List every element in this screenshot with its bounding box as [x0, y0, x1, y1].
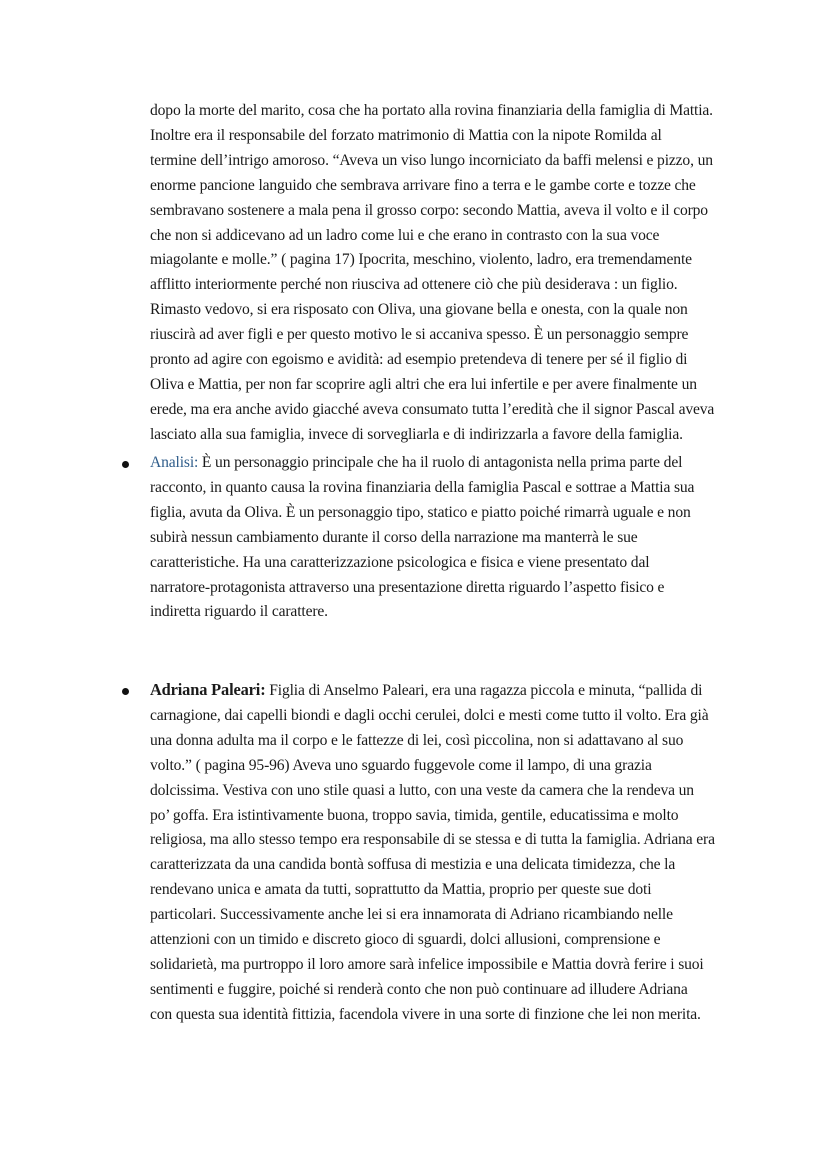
text-line: Rimasto vedovo, si era risposato con Oliva, una giovane bella e onesta, con la quale non — [150, 301, 688, 319]
adriana-heading: Adriana Paleari: — [150, 680, 266, 699]
analisi-first-line-text: È un personaggio principale che ha il ruolo di antagonista nella prima parte del — [198, 454, 683, 471]
adriana-paragraph — [150, 678, 740, 1028]
bullet-icon — [122, 688, 129, 695]
text-line: Inoltre era il responsabile del forzato matrimonio di Mattia con la nipote Romilda al — [150, 126, 662, 144]
text-line: caratteristiche. Ha una caratterizzazione psicologica e fisica e viene presentato dal — [150, 553, 650, 571]
text-line: sentimenti e fuggire, poiché si renderà conto che non può continuare ad illudere Adriana — [150, 980, 688, 998]
text-line: termine dell’intrigo amoroso. “Aveva un viso lungo incorniciato da baffi melensi e pizzo, un — [150, 151, 713, 169]
text-line: figlia, avuta da Oliva. È un personaggio tipo, statico e piatto poiché rimarrà uguale e non — [150, 503, 691, 521]
text-line: attenzioni con un timido e discreto gioco di sguardi, dolci allusioni, comprensione e — [150, 931, 661, 949]
text-line: lasciato alla sua famiglia, invece di sorvegliarla e di indirizzarla a favore della famiglia. — [150, 425, 683, 443]
text-line: racconto, in quanto causa la rovina finanziaria della famiglia Pascal e sottrae a Mattia sua — [150, 478, 695, 496]
analisi-paragraph — [150, 451, 740, 625]
text-line: con questa sua identità fittizia, facendola vivere in una sorte di finzione che lei non merita. — [150, 1005, 701, 1023]
bullet-icon — [122, 461, 129, 468]
text-line: carnagione, dai capelli biondi e dagli occhi cerulei, dolci e mesti come tutto il volto. Era già — [150, 706, 709, 724]
text-line: narratore-protagonista attraverso una presentazione diretta riguardo l’aspetto fisico e — [150, 578, 665, 596]
text-line: particolari. Successivamente anche lei si era innamorata di Adriano ricambiando nelle — [150, 906, 673, 924]
text-line: riuscirà ad aver figli e per questo motivo le si accaniva spesso. È un personaggio sempre — [150, 326, 689, 344]
text-line: erede, ma era anche avido giacché aveva consumato tutta l’eredità che il signor Pascal aveva — [150, 400, 715, 418]
text-line: Oliva e Mattia, per non far scoprire agli altri che era lui infertile e per avere finalmente un — [150, 375, 697, 393]
text-line: rendevano unica e amata da tutti, soprattutto da Mattia, proprio per queste sue doti — [150, 881, 652, 899]
text-line — [150, 451, 740, 476]
text-line: indiretta riguardo il carattere. — [150, 603, 328, 621]
text-line: subirà nessun cambiamento durante il corso della narrazione ma manterrà le sue — [150, 528, 638, 546]
text-line — [150, 678, 740, 704]
text-line: religiosa, ma allo stesso tempo era responsabile di se stessa e di tutta la famiglia. Adriana era — [150, 831, 715, 849]
analisi-label: Analisi: — [150, 454, 199, 471]
adriana-first-line-text: Figlia di Anselmo Paleari, era una ragazza piccola e minuta, “pallida di — [265, 682, 703, 699]
text-line: una donna adulta ma il corpo e le fattezze di lei, così piccolina, non si adattavano al suo — [150, 731, 684, 749]
text-line: che non si addicevano ad un ladro come lui e che erano in contrasto con la sua voce — [150, 226, 660, 244]
text-line: volto.” ( pagina 95-96) Aveva uno sguardo fuggevole come il lampo, di una grazia — [150, 756, 652, 774]
text-line: miagolante e molle.” ( pagina 17) Ipocrita, meschino, violento, ladro, era tremendamente — [150, 251, 692, 269]
text-line: caratterizzata da una candida bontà soffusa di mestizia e una delicata timidezza, che la — [150, 856, 676, 874]
text-line: solidarietà, ma purtroppo il loro amore sarà infelice impossibile e Mattia dovrà ferire i suoi — [150, 955, 704, 973]
continuation-paragraph — [150, 99, 740, 448]
text-line: afflitto interiormente perché non riusciva ad ottenere ciò che più desiderava : un figlio. — [150, 276, 678, 294]
text-line: dopo la morte del marito, cosa che ha portato alla rovina finanziaria della famiglia di Mattia. — [150, 102, 713, 119]
text-line: sembravano sostenere a mala pena il grosso corpo: secondo Mattia, aveva il volto e il corpo — [150, 201, 708, 219]
text-line: pronto ad agire con egoismo e avidità: ad esempio pretendeva di tenere per sé il figlio di — [150, 351, 688, 369]
text-line: enorme pancione languido che sembrava arrivare fino a terra e le gambe corte e tozze che — [150, 176, 696, 194]
text-line: dolcissima. Vestiva con uno stile quasi a lutto, con una veste da camera che la rendeva un — [150, 781, 694, 799]
text-line: po’ goffa. Era istintivamente buona, troppo savia, timida, gentile, educatissima e molto — [150, 806, 679, 824]
